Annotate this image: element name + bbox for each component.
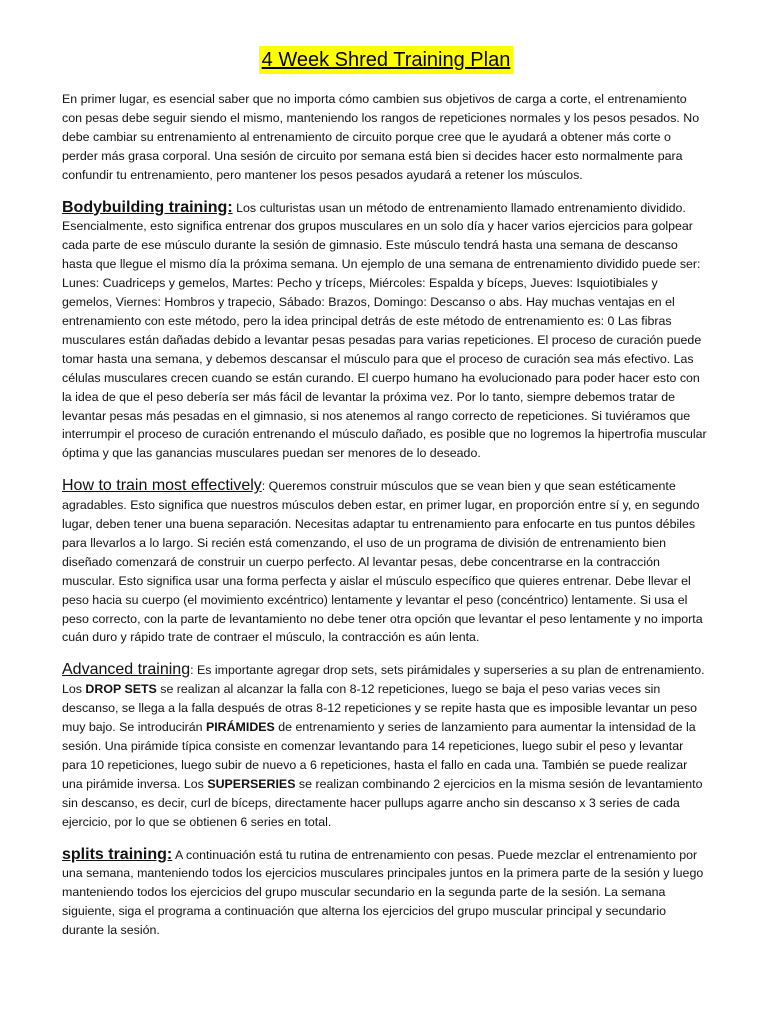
drop-sets-keyword: DROP SETS — [85, 682, 157, 697]
splits-heading: splits training: — [62, 845, 173, 863]
advanced-section — [62, 661, 710, 831]
effective-section — [62, 477, 710, 647]
advanced-text-4: se realizan combinando 2 ejercicios en la misma sesión de levantamiento sin descanso, es decir, curl de bíceps, directamente hacer pullups agarre ancho sin descanso x 3 series de cada ejercicio, por lo que se obtienen 6 series en total. — [62, 776, 703, 829]
advanced-text-1: : Es importante agregar drop sets, sets pirámidales y superseries a su plan de entrenamiento. Los — [62, 663, 705, 697]
bodybuilding-heading: Bodybuilding training: — [62, 198, 233, 216]
splits-text: A continuación está tu rutina de entrenamiento con pesas. Puede mezclar el entrenamiento por una semana, manteniendo todos los ejercicios musculares principales juntos en la primera parte de la sesión y luego manteniendo todos los ejercicios del grupo muscular secundario en la segunda parte de la sesión. La semana siguiente, siga el programa a continuación que alterna los ejercicios del grupo muscular principal y secundario durante la sesión. — [62, 847, 704, 938]
advanced-text-3: de entrenamiento y series de lanzamiento para aumentar la intensidad de la sesión. Una pirámide típica consiste en comenzar levantando para 14 repeticiones, luego subir el peso y levantar para 10 repeticiones, luego subir de nuevo a 6 repeticiones, hasta el fallo en cada una. También se puede realizar una pirámide inversa. Los — [62, 720, 696, 791]
title-container — [62, 46, 710, 74]
bodybuilding-text: Los culturistas usan un método de entrenamiento llamado entrenamiento dividido. Esencialmente, esto significa entrenar dos grupos musculares en un solo día y hacer varios ejercicios para golpear cada parte de ese músculo durante la sesión de gimnasio. Este músculo tendrá hasta una semana de descanso hasta que llegue el mismo día la próxima semana. Un ejemplo de una semana de entrenamiento dividido puede ser: Lunes: Cuadriceps y gemelos, Martes: Pecho y tríceps, Miércoles: Espalda y bíceps, Jueves: Isquiotibiales y gemelos, Viernes: Hombros y trapecio, Sábado: Brazos, Domingo: Descanso o abs. Hay muchas ventajas en el entrenamiento con este método, pero la idea principal detrás de este método de entrenamiento es: 0 Las fibras musculares están dañadas debido a levantar pesas pesadas para varias repeticiones. El proceso de curación puede tomar hasta una semana, y debemos descansar el músculo para que el proceso de curación sea más efectivo. Las células musculares crecen cuando se están curando. El cuerpo humano ha evolucionado para poder hacer esto con la idea de que el peso debería ser más fácil de levantar la próxima vez. Por lo tanto, siempre debemos tratar de levantar pesas más pesadas en el gimnasio, si nos atenemos al rango correcto de repeticiones. Si tuviéramos que interrumpir el proceso de curación entrenando el músculo dañado, es posible que no logremos la hipertrofia muscular óptima y que las ganancias musculares puedan ser menores de lo deseado. — [62, 200, 707, 461]
piramides-keyword: PIRÁMIDES — [205, 720, 275, 735]
document-title: 4 Week Shred Training Plan — [259, 46, 514, 74]
advanced-text-2: se realizan al alcanzar la falla con 8-12 repeticiones, luego se baja el peso varias veces sin descanso, se llega a la falla después de otras 8-12 repeticiones y se repite hasta que es imposible levantar un peso muy bajo. Se introducirán — [62, 682, 698, 735]
superseries-keyword: SUPERSERIES — [207, 776, 296, 791]
splits-section — [62, 846, 710, 941]
bodybuilding-section — [62, 199, 710, 464]
effective-text: : Queremos construir músculos que se vean bien y que sean estéticamente agradables. Esto significa que nuestros músculos deben estar, en primer lugar, en proporción entre sí y, en segundo lugar, deben tener una buena separación. Necesitas adaptar tu entrenamiento para enfocarte en tus puntos débiles para llevarlos a lo largo. Si recién está comenzando, el uso de un programa de división de entrenamiento bien diseñado comenzará de construir un cuerpo perfecto. Al levantar pesas, debe concentrarse en la contracción muscular. Esto significa usar una forma perfecta y aislar el músculo específico que quieres entrenar. Debe llevar el peso hacia su cuerpo (el movimiento excéntrico) lentamente y levantar el peso (concéntrico) lentamente. Si usa el peso correcto, con la parte de levantamiento no debe tener otra opción que levantar el peso lentamente y no importa cuán duro y rápido trate de contraer el músculo, la contracción es aún lenta. — [62, 479, 703, 645]
effective-heading: How to train most effectively — [62, 477, 262, 495]
advanced-heading: Advanced training — [62, 661, 191, 679]
intro-paragraph: En primer lugar, es esencial saber que no importa cómo cambien sus objetivos de carga a corte, el entrenamiento con pesas debe seguir siendo el mismo, manteniendo los rangos de repeticiones normales y los pesos pesados. No debe cambiar su entrenamiento al entrenamiento de circuito porque cree que le ayudará a obtener más corte o perder más grasa corporal. Una sesión de circuito por semana está bien si decides hacer esto normalmente para confundir tu entrenamiento, pero mantener los pesos pesados ayudará a retener los músculos. — [62, 92, 700, 182]
